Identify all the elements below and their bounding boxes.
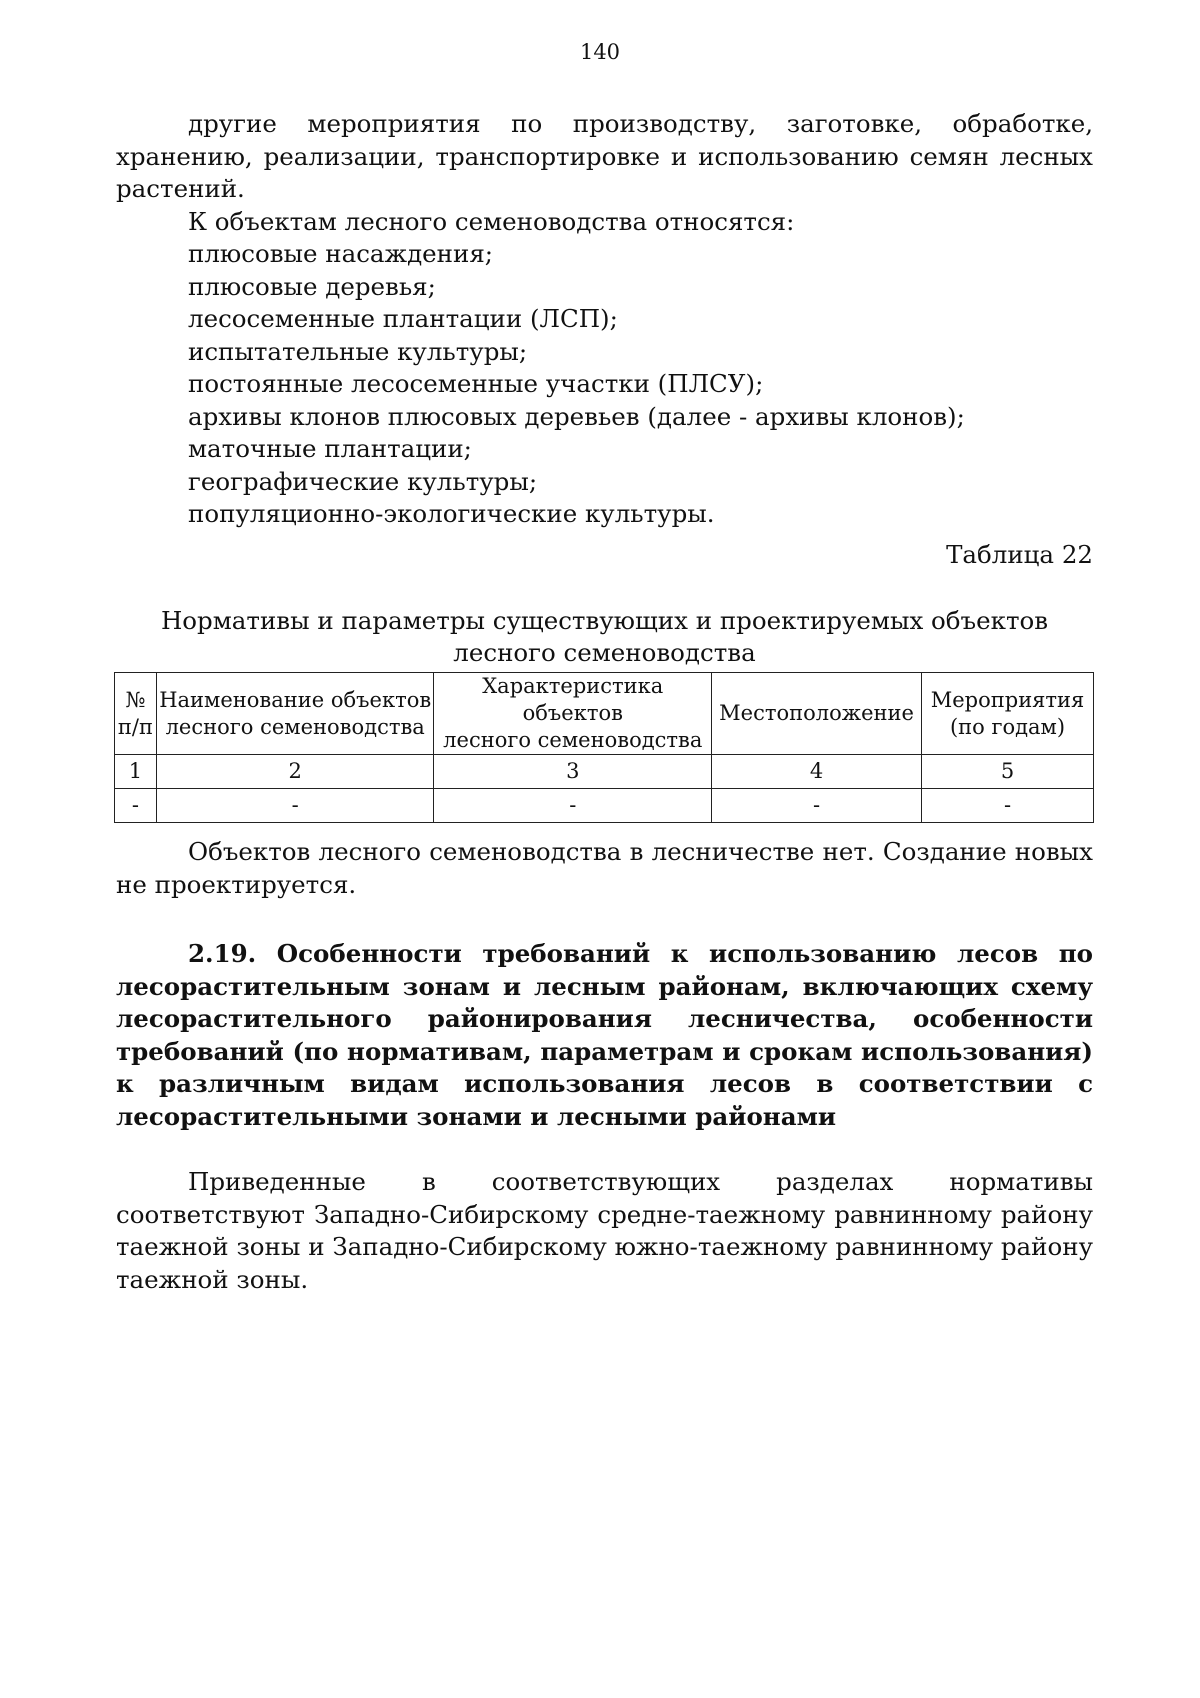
list-item: географические культуры; — [188, 466, 538, 496]
table-title-line: лесного семеноводства — [453, 638, 756, 667]
no-objects-block — [116, 836, 1093, 901]
header-cell-activities: Мероприятия (по годам) — [922, 673, 1094, 755]
list-item: плюсовые насаждения; — [188, 239, 494, 268]
table-cell: 4 — [712, 755, 922, 789]
list-item: архивы клонов плюсовых деревьев (далее - архивы клонов); — [188, 401, 965, 431]
no-objects-paragraph: Объектов лесного семеноводства в лесничестве нет. Создание новых не проектируется. — [116, 837, 1093, 899]
final-block — [116, 1166, 1093, 1296]
list-item: постоянные лесосеменные участки (ПЛСУ); — [188, 369, 764, 398]
seed-objects-table — [114, 672, 1094, 823]
table-cell: 1 — [115, 755, 157, 789]
header-cell-number: № п/п — [115, 673, 157, 755]
section-heading: 2.19. Особенности требований к использованию лесов по лесорастительным зонам и лесным районам, включающих схему лесорастительного районирования лесничества, особенности требований (по нормативам, параметрам и срокам использования) к различным видам использования лесов в соответствии с лесорастительными зонами и лесными районами — [116, 939, 1093, 1131]
table-header-row — [115, 673, 1094, 755]
table-cell: 2 — [156, 755, 434, 789]
objects-intro: К объектам лесного семеноводства относятся: — [188, 206, 795, 236]
table-row — [115, 755, 1094, 789]
table-cell: - — [922, 789, 1094, 823]
list-item: плюсовые деревья; — [188, 271, 436, 301]
table-row — [115, 789, 1094, 823]
table-cell: 5 — [922, 755, 1094, 789]
list-item: испытательные культуры; — [188, 336, 528, 366]
header-cell-location: Местоположение — [712, 673, 922, 755]
list-item: популяционно-экологические культуры. — [188, 499, 715, 528]
intro-paragraph: другие мероприятия по производству, заготовке, обработке, хранению, реализации, транспортировке и использованию семян лесных растений. — [116, 109, 1093, 203]
table-cell: - — [712, 789, 922, 823]
table-cell: 3 — [434, 755, 712, 789]
list-item: лесосеменные плантации (ЛСП); — [188, 304, 618, 333]
header-cell-name: Наименование объектов лесного семеноводства — [156, 673, 434, 755]
list-item: маточные плантации; — [188, 434, 472, 463]
table-cell: - — [115, 789, 157, 823]
table-title — [116, 605, 1093, 669]
objects-list — [116, 238, 1093, 531]
page-number: 140 — [579, 40, 621, 64]
table-title-line: Нормативы и параметры существующих и проектируемых объектов — [160, 606, 1049, 635]
header-cell-characteristics: Характеристика объектов лесного семеноводства — [434, 673, 712, 755]
table-cell: - — [434, 789, 712, 823]
table-cell: - — [156, 789, 434, 823]
final-paragraph: Приведенные в соответствующих разделах нормативы соответствуют Западно-Сибирскому средне-таежному равнинному району таежной зоны и Западно-Сибирскому южно-таежному равнинному району таежной зоны. — [116, 1167, 1093, 1294]
table-label: Таблица 22 — [946, 540, 1093, 569]
intro-block — [116, 108, 1093, 531]
